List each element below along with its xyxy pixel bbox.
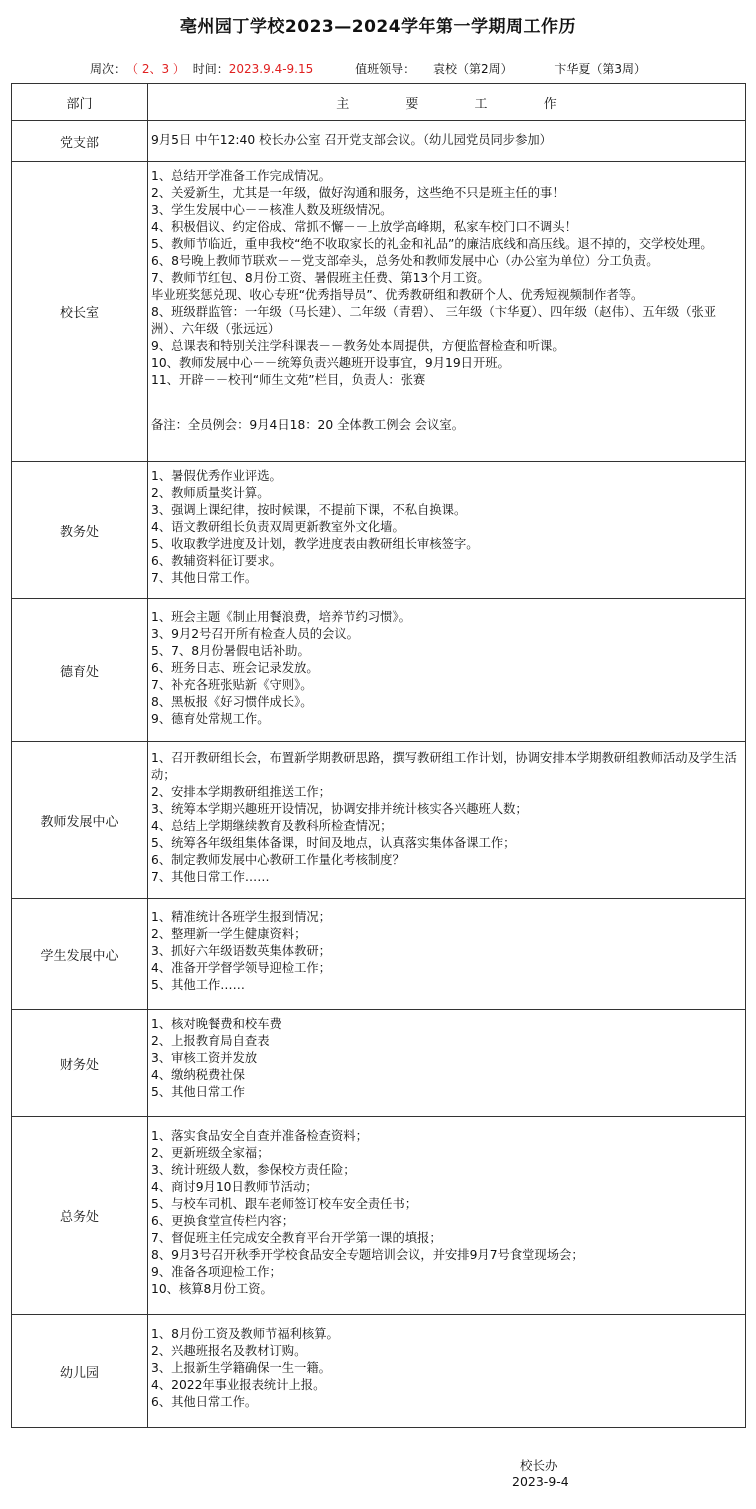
table-row [12,899,746,1010]
work-line: 1、总结开学准备工作完成情况。 [151,169,331,183]
work-line: 1、精准统计各班学生报到情况； [151,910,331,924]
work-line: 5、7、8月份暑假电话补助。 [151,644,310,658]
work-line: 3、强调上课纪律，按时候课，不提前下课，不私自换课。 [151,503,467,517]
table-row [12,121,746,162]
work-line: 3、9月2号召开所有检查人员的会议。 [151,627,359,641]
work-line: 2、关爱新生，尤其是一年级，做好沟通和服务，这些绝不只是班主任的事！ [151,186,565,200]
work-line: 毕业班奖惩兑现、收心专班“优秀指导员”、优秀教研组和教研个人、优秀短视频制作者等。 [151,288,644,302]
table-row [12,462,746,599]
work-line: 9、德育处常规工作。 [151,712,270,726]
footer-office: 校长办 [520,1458,558,1473]
table-row [12,599,746,742]
table-row [12,1117,746,1315]
dept-cell: 总务处 [12,1117,148,1315]
work-cell [148,1315,746,1428]
work-cell [148,742,746,899]
work-line: 1、8月份工资及教师节福利核算。 [151,1327,339,1341]
table-row [12,1010,746,1117]
work-line: 3、上报新生学籍确保一生一籍。 [151,1361,331,1375]
work-cell [148,121,746,162]
header-dept: 部门 [12,84,148,121]
header-work [148,84,746,121]
table-row [12,1315,746,1428]
work-line: 8、黑板报《好习惯伴成长》。 [151,695,313,709]
work-line: 6、班务日志、班会记录发放。 [151,661,319,675]
work-line: 2、安排本学期教研组推送工作； [151,785,331,799]
dept-cell: 德育处 [12,599,148,742]
page-title: 亳州园丁学校2023—2024学年第一学期周工作历 [179,17,577,37]
work-line: 8、班级群监管：一年级（马长建）、二年级（青碧）、 三年级（卞华夏）、四年级（赵伟）、五年级（张亚洲）、六年级（张远远） [151,305,717,336]
table-row [12,162,746,462]
dept-cell: 校长室 [12,162,148,462]
work-line: 3、学生发展中心－－核准人数及班级情况。 [151,203,393,217]
work-line: 6、更换食堂宣传栏内容； [151,1214,295,1228]
work-line: 4、商讨9月10日教师节活动； [151,1180,318,1194]
work-line: 6、其他日常工作。 [151,1395,258,1409]
work-line: 1、班会主题《制止用餐浪费，培养节约习惯》。 [151,610,411,624]
work-line: 8、9月3号召开秋季开学校食品安全专题培训会议，并安排9月7号食堂现场会； [151,1248,584,1262]
dept-cell: 教务处 [12,462,148,599]
work-calendar-table [11,83,746,1428]
work-line: 2、更新班级全家福； [151,1146,270,1160]
week-label: 周次： [90,62,127,76]
meta-line [90,60,646,77]
work-cell [148,599,746,742]
dept-cell: 党支部 [12,121,148,162]
work-line: 2、整理新一学生健康资料； [151,927,307,941]
work-line: 3、审核工资并发放 [151,1051,258,1065]
work-line: 1、落实食品安全自查并准备检查资料； [151,1129,368,1143]
work-line: 5、教师节临近，重申我校“绝不收取家长的礼金和礼品”的廉洁底线和高压线。退不掉的，交学校处理。 [151,237,713,251]
work-line: 4、准备开学督学领导迎检工作； [151,961,331,975]
work-line: 9月5日 中午12:40 校长办公室 召开党支部会议。（幼儿园党员同步参加） [151,132,552,147]
time-label: 时间： [192,62,229,76]
note-line: 备注：全员例会：9月4日18：20 全体教工例会 会议室。 [151,418,464,432]
dept-cell: 幼儿园 [12,1315,148,1428]
work-cell [148,162,746,462]
work-line: 3、统计班级人数，参保校方责任险； [151,1163,356,1177]
work-line: 5、其他日常工作 [151,1085,245,1099]
work-line: 5、其他工作…… [151,978,245,992]
work-line: 3、统筹本学期兴趣班开设情况，协调安排并统计核实各兴趣班人数； [151,802,528,816]
work-line: 7、督促班主任完成安全教育平台开学第一课的填报； [151,1231,442,1245]
work-line: 11、开辟－－校刊“师生文苑”栏目，负责人：张赛 [151,373,426,387]
work-line: 7、教师节红包、8月份工资、暑假班主任费、第13个月工资。 [151,271,490,285]
work-line: 7、补充各班张贴新《守则》。 [151,678,313,692]
dept-cell: 财务处 [12,1010,148,1117]
work-line: 4、2022年事业报表统计上报。 [151,1378,326,1392]
work-cell [148,899,746,1010]
work-line: 5、统筹各年级组集体备课，时间及地点，认真落实集体备课工作； [151,836,516,850]
work-line: 1、核对晚餐费和校车费 [151,1017,282,1031]
work-cell [148,1117,746,1315]
work-cell [148,462,746,599]
work-line: 9、准备各项迎检工作； [151,1265,282,1279]
work-line: 7、其他日常工作。 [151,571,258,585]
work-cell [148,1010,746,1117]
work-line: 6、8号晚上教师节联欢－－党支部牵头，总务处和教师发展中心（办公室为单位）分工负责。 [151,254,659,268]
table-row [12,742,746,899]
duty-leader-1: 袁校（第2周） [432,62,513,76]
work-line: 1、暑假优秀作业评选。 [151,469,282,483]
work-line: 10、教师发展中心－－统筹负责兴趣班开设事宜，9月19日开班。 [151,356,510,370]
work-line: 2、教师质量奖计算。 [151,486,270,500]
work-line: 4、缴纳税费社保 [151,1068,245,1082]
work-line: 6、制定教师发展中心教研工作量化考核制度？ [151,853,405,867]
dept-cell: 教师发展中心 [12,742,148,899]
footer-date: 2023-9-4 [512,1474,569,1489]
work-line: 9、总课表和特别关注学科课表－－教务处本周提供，方便监督检查和听课。 [151,339,565,353]
work-line: 10、核算8月份工资。 [151,1282,273,1296]
dept-cell: 学生发展中心 [12,899,148,1010]
work-line: 5、与校车司机、跟车老师签订校车安全责任书； [151,1197,418,1211]
week-value: （ 2、3 ） [126,62,185,76]
table-header-row [12,84,746,121]
work-line: 6、教辅资料征订要求。 [151,554,282,568]
work-line: 2、上报教育局自查表 [151,1034,270,1048]
work-line: 1、召开教研组长会，布置新学期教研思路，撰写教研组工作计划，协调安排本学期教研组教师活动及学生活动； [151,751,737,782]
time-value: 2023.9.4-9.15 [228,62,314,76]
work-line: 4、积极倡议、约定俗成、常抓不懈－－上放学高峰期，私家车校门口不调头！ [151,220,577,234]
work-line: 2、兴趣班报名及教材订购。 [151,1344,307,1358]
header-work-label: 主 要 工 作 [336,96,583,112]
duty-label: 值班领导： [355,62,416,76]
work-line: 5、收取教学进度及计划，教学进度表由教研组长审核签字。 [151,537,479,551]
work-line: 4、总结上学期继续教育及教科所检查情况； [151,819,393,833]
work-line: 3、抓好六年级语数英集体教研； [151,944,331,958]
work-line: 7、其他日常工作…… [151,870,270,884]
duty-leader-2: 卞华夏（第3周） [554,62,647,76]
work-line: 4、语文教研组长负责双周更新教室外文化墙。 [151,520,405,534]
